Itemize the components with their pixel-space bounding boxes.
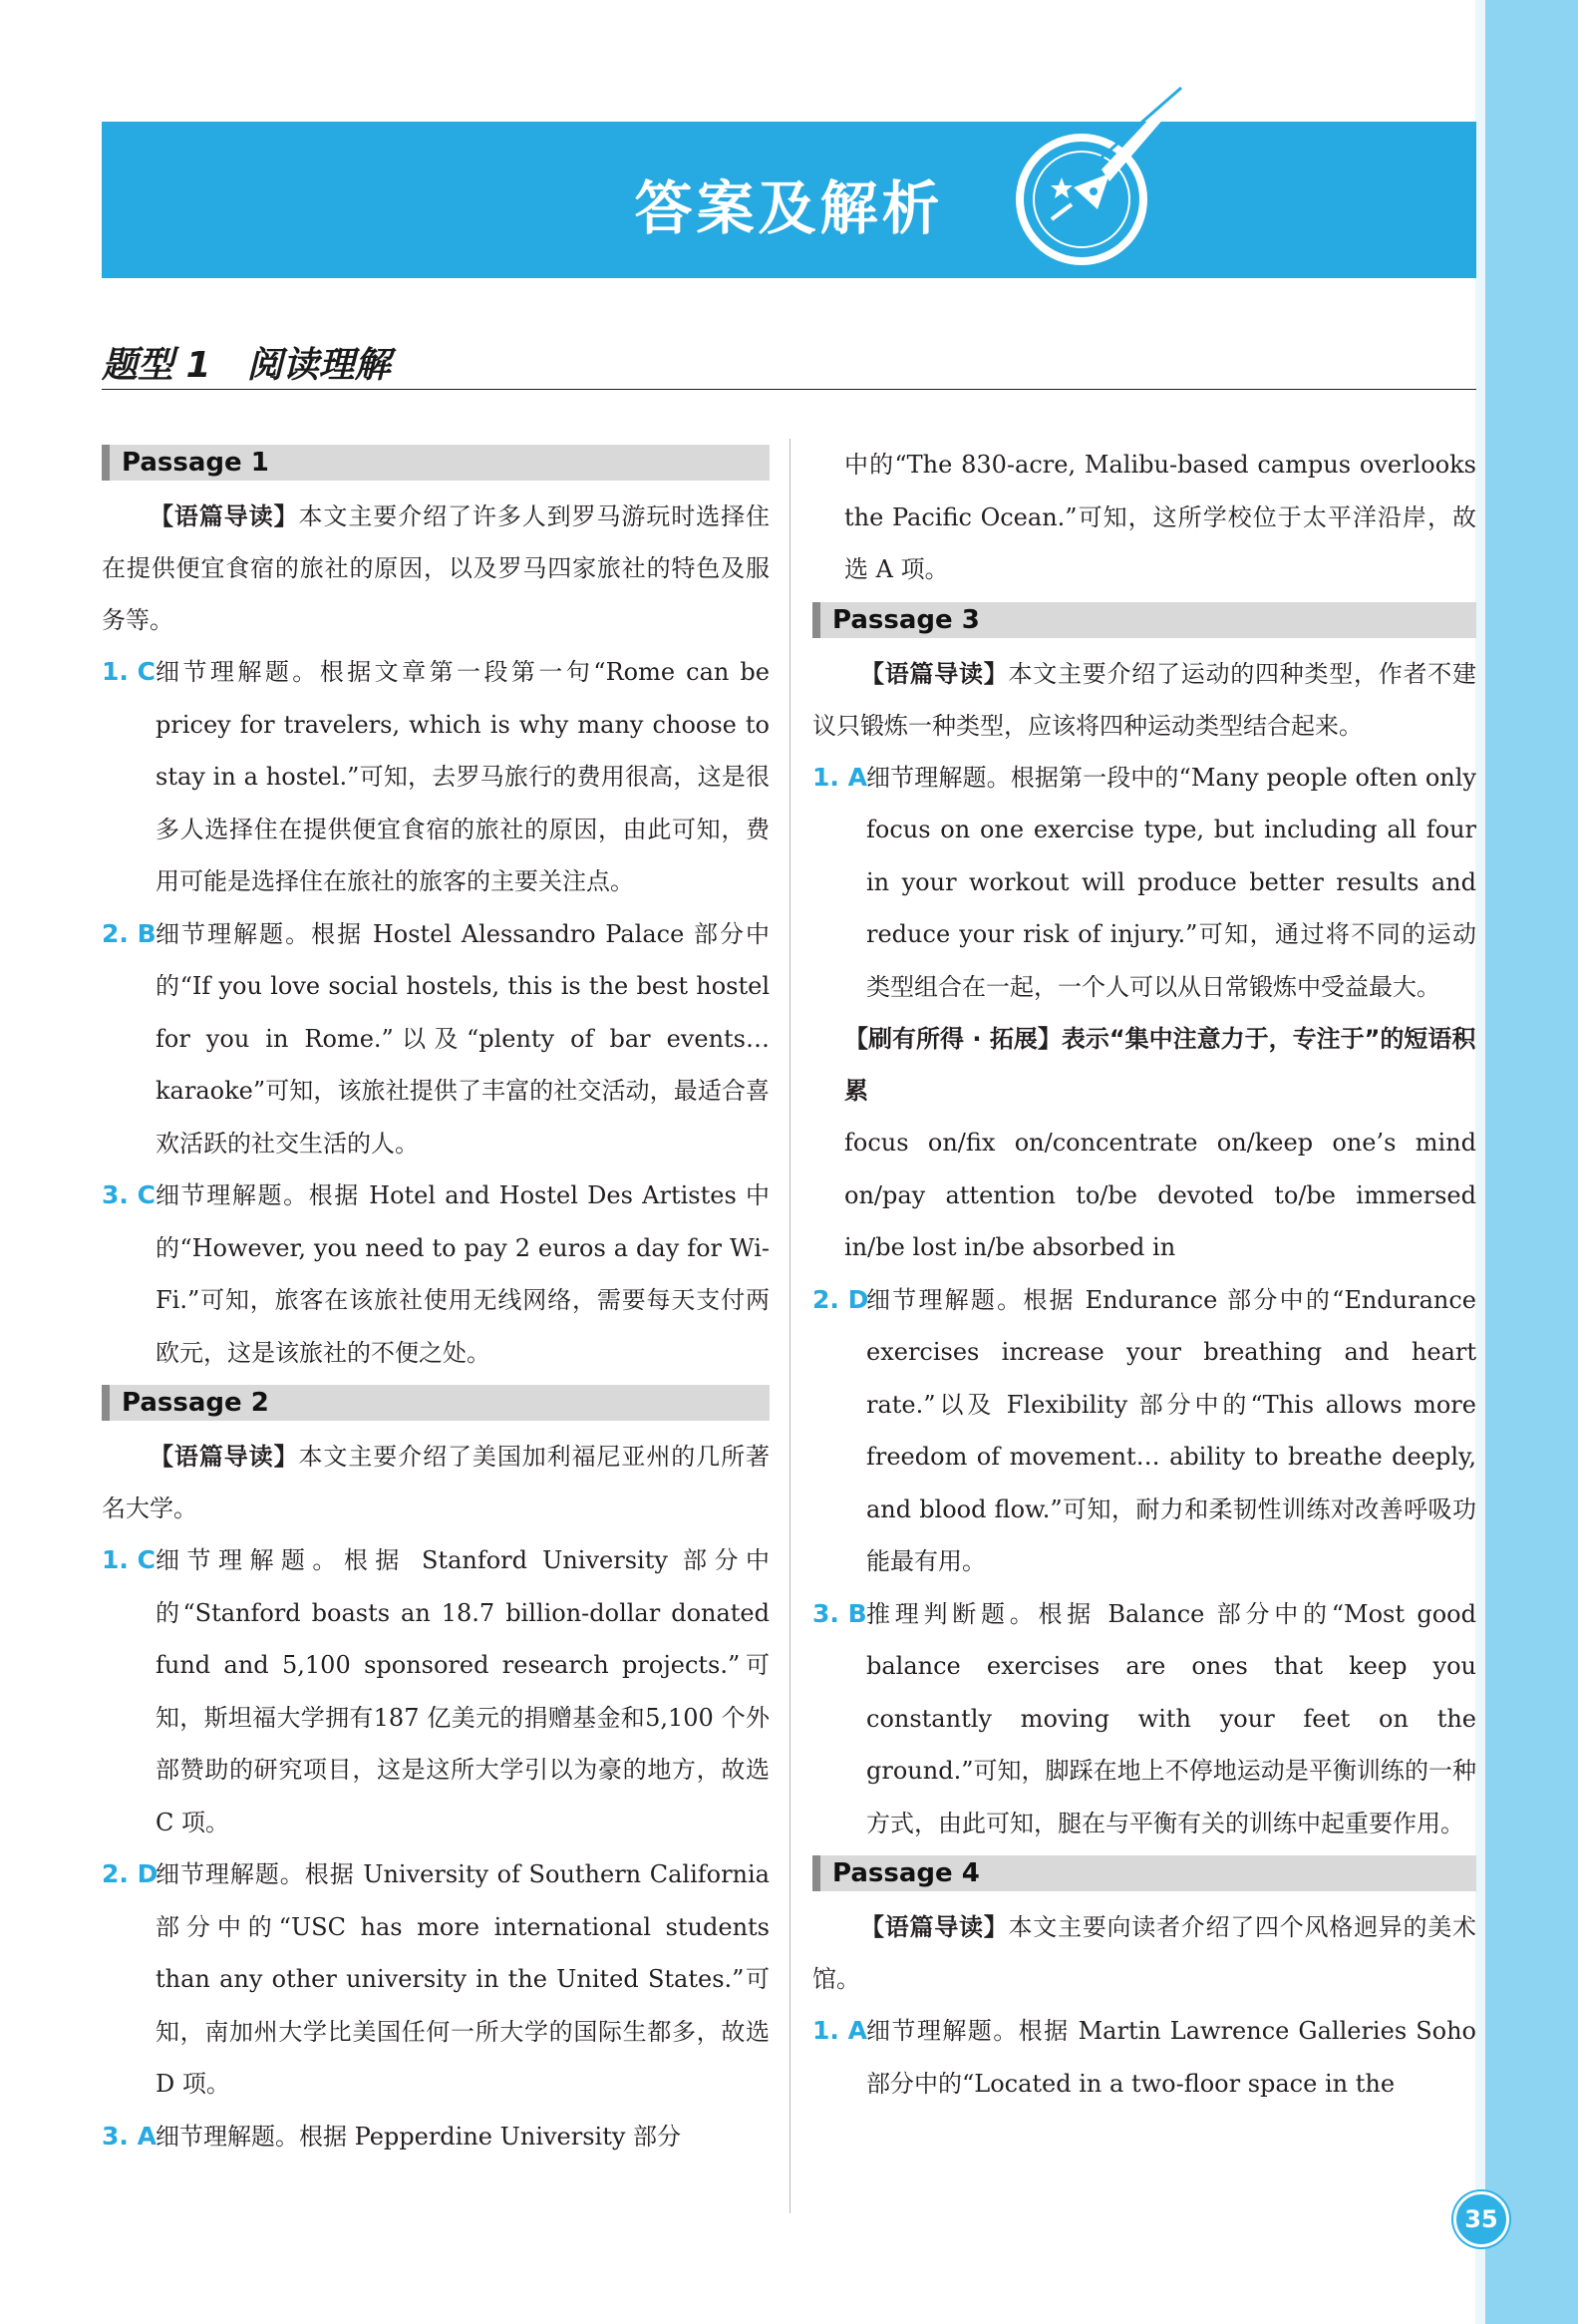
answer-text: 细节理解题。根据 Martin Lawrence Galleries Soho 部分中的“Located in a two-floor space in the: [866, 2017, 1476, 2098]
answer-item: [812, 1274, 1476, 1588]
intro-tag: 【语篇导读】: [150, 1443, 299, 1471]
answer-item: [812, 1588, 1476, 1850]
answer-number: 2. D: [102, 1859, 158, 1888]
answer-text: 推理判断题。根据 Balance 部分中的“Most good balance exercises are ones that keep you constantly moving with your feet on the ground.”可知，脚踩在地上不停地运动是平衡训练的一种方式，由此可知，腿在与平衡有关的训练中起重要作用。: [866, 1599, 1476, 1837]
answer-number: 3. C: [102, 1180, 156, 1209]
intro-tag: 【语篇导读】: [860, 659, 1009, 688]
answer-number: 1. C: [102, 657, 156, 686]
passage-4-intro: [812, 1901, 1476, 2005]
answer-number: 2. B: [102, 918, 157, 948]
intro-text: 本文主要介绍了许多人到罗马游玩时选择住在提供便宜食宿的旅社的原因，以及罗马四家旅社的特色及服务等。: [102, 502, 770, 634]
answer-number: 3. B: [812, 1598, 867, 1628]
answer-text: 细节理解题。根据 Pepperdine University 部分: [156, 2122, 682, 2151]
passage-2-label: Passage 2: [102, 1385, 770, 1421]
passage-3-intro: [812, 648, 1476, 752]
left-column: [102, 439, 770, 2162]
passage-1-label: Passage 1: [102, 445, 770, 481]
answer-text: 细节理解题。根据 Hotel and Hostel Des Artistes 中的“However, you need to pay 2 euros a day for Wi-Fi.”可知，旅客在该旅社使用无线网络，需要每天支付两欧元，这是该旅社的不便之处。: [156, 1181, 770, 1367]
header-banner: [102, 122, 1476, 278]
answer-item: [102, 1169, 770, 1379]
answer-number: 1. A: [812, 762, 867, 792]
answer-text: 细节理解题。根据文章第一段第一句“Rome can be pricey for travelers, which is why many choose to stay in a hostel.”可知，去罗马旅行的费用很高，这是很多人选择住在提供便宜食宿的旅社的原因，由此可知，费用可能是选择住在旅社的旅客的主要关注点。: [156, 658, 770, 895]
answer-item: [102, 908, 770, 1170]
pen-badge-icon: [982, 70, 1211, 299]
answer-number: 2. D: [812, 1284, 869, 1314]
answer-item: [102, 1848, 770, 2111]
answer-text: 细节理解题。根据 Endurance 部分中的“Endurance exercises increase your breathing and heart rate.”以及 Flexibility 部分中的“This allows more freedom of movement… ability to breathe deeply, and blood flow.”可知，耐力和柔韧性训练对改善呼吸功能最有用。: [866, 1285, 1476, 1575]
page-title: 答案及解析: [634, 174, 944, 242]
section-title: 题型 1 阅读理解: [102, 345, 391, 386]
intro-tag: 【语篇导读】: [860, 1913, 1009, 1941]
answer-number: 1. A: [812, 2016, 867, 2045]
answer-text: 细节理解题。根据 Hostel Alessandro Palace 部分中的“If you love social hostels, this is the best hostel for you in Rome.”以及“plenty of bar events… karaoke”可知，该旅社提供了丰富的社交活动，最适合喜欢活跃的社交生活的人。: [156, 919, 770, 1158]
continued-text: 中的“The 830-acre, Malibu-based campus overlooks the Pacific Ocean.”可知，这所学校位于太平洋沿岸，故选 A 项。: [844, 451, 1476, 583]
answer-item: [812, 752, 1476, 1014]
answer-item: [102, 2111, 770, 2163]
answer-item: [102, 1534, 770, 1848]
answer-text: 细节理解题。根据第一段中的“Many people often only focus on one exercise type, but including all four in your workout will produce better results and reduce your risk of injury.”可知，通过将不同的运动类型组合在一起，一个人可以从日常锻炼中受益最大。: [866, 763, 1476, 1001]
answer-text: 细节理解题。根据 Stanford University 部分中的“Stanford boasts an 18.7 billion-dollar donated fund and 5,100 sponsored research projects.”可知，斯坦福大学拥有187 亿美元的捐赠基金和5,100 个外部赞助的研究项目，这是这所大学引以为豪的地方，故选 C 项。: [156, 1546, 770, 1836]
extension-title: 【刷有所得 · 拓展】表示“集中注意力于，专注于”的短语积累: [844, 1025, 1476, 1105]
extension-body: focus on/fix on/concentrate on/keep one’s mind on/pay attention to/be devoted to/be immersed in/be lost in/be absorbed in: [844, 1129, 1476, 1261]
answer-text: 细节理解题。根据 University of Southern California 部分中的“USC has more international students than any other university in the United States.”可知，南加州大学比美国任何一所大学的国际生都多，故选 D 项。: [156, 1860, 770, 2098]
intro-text: 本文主要向读者介绍了四个风格迥异的美术馆。: [812, 1913, 1476, 1993]
answer-item: [102, 646, 770, 908]
intro-tag: 【语篇导读】: [150, 502, 299, 530]
intro-text: 本文主要介绍了运动的四种类型，作者不建议只锻炼一种类型，应该将四种运动类型结合起来。: [812, 659, 1476, 740]
passage-3-label: Passage 3: [812, 602, 1476, 638]
intro-text: 本文主要介绍了美国加利福尼亚州的几所著名大学。: [102, 1443, 770, 1522]
answer-number: 1. C: [102, 1545, 156, 1574]
side-strip: [1485, 0, 1578, 2324]
right-column: [812, 439, 1476, 2110]
passage-2-intro: [102, 1431, 770, 1534]
section-heading: [102, 337, 1476, 390]
passage-4-label: Passage 4: [812, 1855, 1476, 1891]
answer-item: [812, 2005, 1476, 2110]
column-divider: [789, 439, 790, 2213]
passage-1-intro: [102, 491, 770, 646]
answer-number: 3. A: [102, 2121, 157, 2151]
side-strip-inner: [1475, 0, 1485, 2324]
page-number: 35: [1453, 2191, 1509, 2247]
